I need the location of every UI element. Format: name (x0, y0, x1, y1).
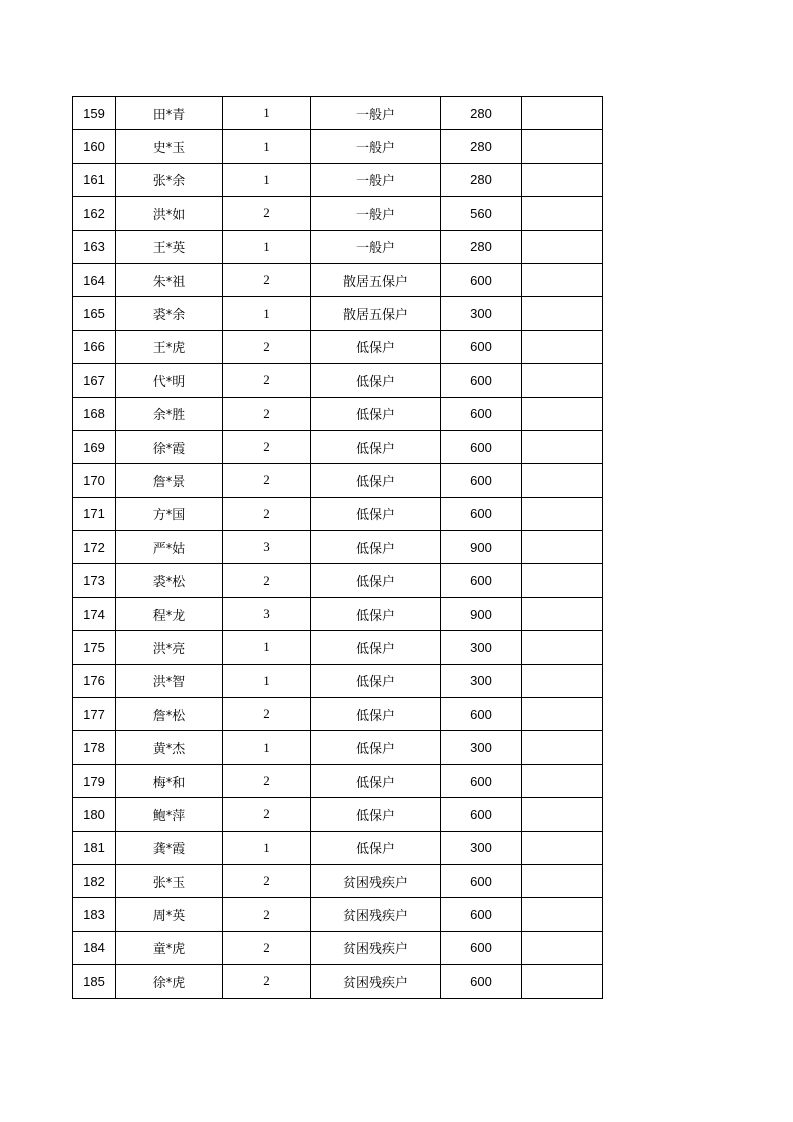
note-cell (522, 764, 603, 797)
table-row (73, 931, 603, 964)
name-cell: 严*姑 (116, 531, 223, 564)
household-type-cell: 低保户 (311, 664, 441, 697)
household-type-cell: 低保户 (311, 397, 441, 430)
row-number-cell: 166 (73, 330, 116, 363)
table-row (73, 97, 603, 130)
table-row (73, 764, 603, 797)
table-row (73, 597, 603, 630)
amount-cell: 280 (441, 97, 522, 130)
household-type-cell: 低保户 (311, 364, 441, 397)
row-number-cell: 176 (73, 664, 116, 697)
name-cell: 龚*霞 (116, 831, 223, 864)
row-number-cell: 183 (73, 898, 116, 931)
table-row (73, 497, 603, 530)
amount-cell: 600 (441, 798, 522, 831)
household-type-cell: 贫困残疾户 (311, 931, 441, 964)
table-row (73, 330, 603, 363)
note-cell (522, 297, 603, 330)
household-type-cell: 低保户 (311, 597, 441, 630)
row-number-cell: 184 (73, 931, 116, 964)
row-number-cell: 172 (73, 531, 116, 564)
row-number-cell: 169 (73, 430, 116, 463)
note-cell (522, 531, 603, 564)
household-type-cell: 贫困残疾户 (311, 864, 441, 897)
name-cell: 裘*松 (116, 564, 223, 597)
table-row (73, 297, 603, 330)
name-cell: 洪*亮 (116, 631, 223, 664)
name-cell: 方*国 (116, 497, 223, 530)
note-cell (522, 931, 603, 964)
household-type-cell: 低保户 (311, 464, 441, 497)
row-number-cell: 165 (73, 297, 116, 330)
amount-cell: 300 (441, 664, 522, 697)
amount-cell: 600 (441, 364, 522, 397)
note-cell (522, 230, 603, 263)
note-cell (522, 397, 603, 430)
amount-cell: 300 (441, 297, 522, 330)
note-cell (522, 130, 603, 163)
note-cell (522, 564, 603, 597)
table-row (73, 464, 603, 497)
note-cell (522, 731, 603, 764)
amount-cell: 600 (441, 898, 522, 931)
amount-cell: 900 (441, 531, 522, 564)
amount-cell: 280 (441, 230, 522, 263)
row-number-cell: 178 (73, 731, 116, 764)
name-cell: 余*胜 (116, 397, 223, 430)
note-cell (522, 664, 603, 697)
note-cell (522, 330, 603, 363)
household-type-cell: 低保户 (311, 798, 441, 831)
household-type-cell: 低保户 (311, 330, 441, 363)
household-type-cell: 低保户 (311, 698, 441, 731)
row-number-cell: 171 (73, 497, 116, 530)
household-type-cell: 贫困残疾户 (311, 898, 441, 931)
household-size-cell: 2 (223, 497, 311, 530)
table-row (73, 631, 603, 664)
table-row (73, 163, 603, 196)
household-type-cell: 一般户 (311, 197, 441, 230)
name-cell: 童*虎 (116, 931, 223, 964)
row-number-cell: 181 (73, 831, 116, 864)
name-cell: 裘*余 (116, 297, 223, 330)
data-table (72, 96, 603, 999)
name-cell: 徐*霞 (116, 430, 223, 463)
table-row (73, 965, 603, 998)
amount-cell: 600 (441, 497, 522, 530)
household-size-cell: 2 (223, 898, 311, 931)
household-type-cell: 低保户 (311, 430, 441, 463)
table-row (73, 664, 603, 697)
name-cell: 洪*智 (116, 664, 223, 697)
household-size-cell: 2 (223, 698, 311, 731)
note-cell (522, 364, 603, 397)
note-cell (522, 163, 603, 196)
household-size-cell: 2 (223, 197, 311, 230)
note-cell (522, 798, 603, 831)
household-size-cell: 1 (223, 130, 311, 163)
name-cell: 代*明 (116, 364, 223, 397)
amount-cell: 600 (441, 864, 522, 897)
table-row (73, 698, 603, 731)
amount-cell: 300 (441, 831, 522, 864)
table-row (73, 898, 603, 931)
row-number-cell: 160 (73, 130, 116, 163)
household-size-cell: 1 (223, 731, 311, 764)
row-number-cell: 167 (73, 364, 116, 397)
name-cell: 王*虎 (116, 330, 223, 363)
row-number-cell: 182 (73, 864, 116, 897)
row-number-cell: 177 (73, 698, 116, 731)
note-cell (522, 497, 603, 530)
amount-cell: 280 (441, 163, 522, 196)
name-cell: 詹*景 (116, 464, 223, 497)
household-size-cell: 2 (223, 931, 311, 964)
household-type-cell: 低保户 (311, 531, 441, 564)
household-size-cell: 2 (223, 364, 311, 397)
household-size-cell: 1 (223, 631, 311, 664)
household-size-cell: 1 (223, 297, 311, 330)
table-row (73, 397, 603, 430)
note-cell (522, 965, 603, 998)
household-size-cell: 2 (223, 864, 311, 897)
name-cell: 鲍*萍 (116, 798, 223, 831)
amount-cell: 600 (441, 965, 522, 998)
household-type-cell: 低保户 (311, 497, 441, 530)
household-type-cell: 低保户 (311, 564, 441, 597)
amount-cell: 600 (441, 330, 522, 363)
name-cell: 周*英 (116, 898, 223, 931)
name-cell: 朱*祖 (116, 263, 223, 296)
table-row (73, 831, 603, 864)
household-size-cell: 2 (223, 330, 311, 363)
household-size-cell: 1 (223, 230, 311, 263)
row-number-cell: 161 (73, 163, 116, 196)
household-size-cell: 2 (223, 564, 311, 597)
household-size-cell: 1 (223, 831, 311, 864)
note-cell (522, 597, 603, 630)
household-size-cell: 1 (223, 163, 311, 196)
amount-cell: 600 (441, 397, 522, 430)
note-cell (522, 831, 603, 864)
household-size-cell: 2 (223, 263, 311, 296)
amount-cell: 280 (441, 130, 522, 163)
table-row (73, 130, 603, 163)
table-row (73, 564, 603, 597)
row-number-cell: 163 (73, 230, 116, 263)
name-cell: 徐*虎 (116, 965, 223, 998)
amount-cell: 600 (441, 263, 522, 296)
amount-cell: 600 (441, 764, 522, 797)
table-row (73, 263, 603, 296)
name-cell: 张*余 (116, 163, 223, 196)
note-cell (522, 631, 603, 664)
row-number-cell: 185 (73, 965, 116, 998)
row-number-cell: 159 (73, 97, 116, 130)
household-type-cell: 一般户 (311, 97, 441, 130)
row-number-cell: 173 (73, 564, 116, 597)
household-size-cell: 2 (223, 965, 311, 998)
household-type-cell: 低保户 (311, 631, 441, 664)
household-type-cell: 贫困残疾户 (311, 965, 441, 998)
row-number-cell: 179 (73, 764, 116, 797)
name-cell: 梅*和 (116, 764, 223, 797)
household-size-cell: 2 (223, 430, 311, 463)
household-size-cell: 1 (223, 97, 311, 130)
household-type-cell: 一般户 (311, 163, 441, 196)
amount-cell: 300 (441, 731, 522, 764)
note-cell (522, 263, 603, 296)
table-row (73, 531, 603, 564)
table-row (73, 864, 603, 897)
table-row (73, 430, 603, 463)
table-row (73, 798, 603, 831)
household-size-cell: 3 (223, 597, 311, 630)
table-row (73, 197, 603, 230)
name-cell: 史*玉 (116, 130, 223, 163)
row-number-cell: 174 (73, 597, 116, 630)
name-cell: 洪*如 (116, 197, 223, 230)
household-size-cell: 3 (223, 531, 311, 564)
amount-cell: 600 (441, 931, 522, 964)
note-cell (522, 97, 603, 130)
household-type-cell: 散居五保户 (311, 297, 441, 330)
household-size-cell: 1 (223, 664, 311, 697)
row-number-cell: 162 (73, 197, 116, 230)
name-cell: 王*英 (116, 230, 223, 263)
row-number-cell: 168 (73, 397, 116, 430)
name-cell: 田*青 (116, 97, 223, 130)
note-cell (522, 864, 603, 897)
household-size-cell: 2 (223, 397, 311, 430)
row-number-cell: 164 (73, 263, 116, 296)
household-type-cell: 散居五保户 (311, 263, 441, 296)
amount-cell: 560 (441, 197, 522, 230)
household-type-cell: 低保户 (311, 764, 441, 797)
table-row (73, 364, 603, 397)
household-type-cell: 一般户 (311, 230, 441, 263)
name-cell: 张*玉 (116, 864, 223, 897)
note-cell (522, 898, 603, 931)
household-size-cell: 2 (223, 798, 311, 831)
note-cell (522, 197, 603, 230)
amount-cell: 600 (441, 698, 522, 731)
note-cell (522, 464, 603, 497)
amount-cell: 900 (441, 597, 522, 630)
table-body (73, 97, 603, 999)
household-type-cell: 一般户 (311, 130, 441, 163)
household-type-cell: 低保户 (311, 831, 441, 864)
table-row (73, 230, 603, 263)
row-number-cell: 180 (73, 798, 116, 831)
amount-cell: 600 (441, 430, 522, 463)
row-number-cell: 175 (73, 631, 116, 664)
table-row (73, 731, 603, 764)
name-cell: 程*龙 (116, 597, 223, 630)
note-cell (522, 698, 603, 731)
household-size-cell: 2 (223, 464, 311, 497)
amount-cell: 300 (441, 631, 522, 664)
amount-cell: 600 (441, 464, 522, 497)
name-cell: 詹*松 (116, 698, 223, 731)
note-cell (522, 430, 603, 463)
household-type-cell: 低保户 (311, 731, 441, 764)
row-number-cell: 170 (73, 464, 116, 497)
name-cell: 黄*杰 (116, 731, 223, 764)
household-size-cell: 2 (223, 764, 311, 797)
amount-cell: 600 (441, 564, 522, 597)
